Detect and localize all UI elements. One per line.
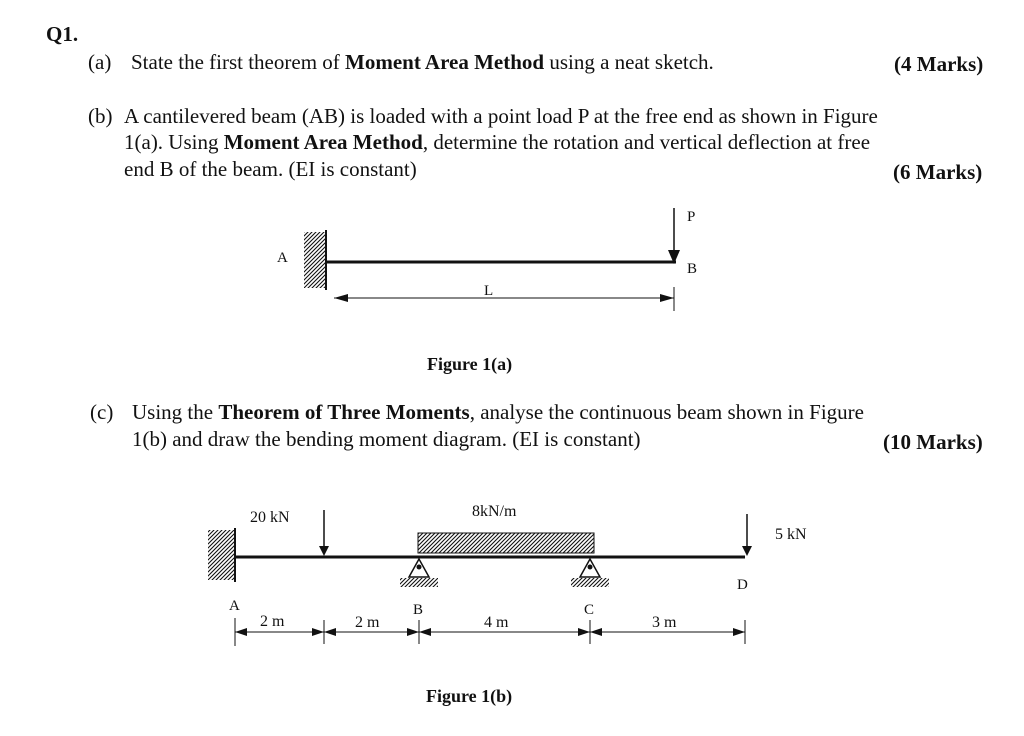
part-a-marks: (4 Marks) — [894, 52, 984, 76]
support-label-c: C — [584, 602, 595, 618]
part-c-label: (c) — [90, 400, 114, 424]
pin-support-b-hinge — [417, 565, 422, 570]
pin-support-c-ground — [571, 578, 609, 587]
part-a-pre: State the first theorem of — [131, 50, 346, 74]
part-c-marks: (10 Marks) — [883, 430, 983, 454]
support-label-d: D — [737, 577, 748, 593]
figure-1a-caption: Figure 1(a) — [427, 354, 513, 374]
label-p: P — [687, 209, 696, 225]
dim-arrow-5 — [419, 628, 431, 636]
support-label-a: A — [229, 598, 240, 614]
part-b-line2-pre: 1(a). Using — [124, 130, 224, 154]
part-b-line3: end B of the beam. (EI is constant) — [124, 157, 417, 181]
dim-arrow-6 — [578, 628, 590, 636]
fixed-support-a-hatch — [208, 530, 234, 580]
dim-arrow-8 — [733, 628, 745, 636]
udl-label: 8kN/m — [472, 503, 517, 520]
part-c-line2: 1(b) and draw the bending moment diagram. (EI is constant) — [132, 427, 641, 451]
part-b-label: (b) — [88, 104, 113, 128]
load-20kn-arrowhead — [319, 546, 329, 556]
part-b-marks: (6 Marks) — [893, 160, 983, 184]
dim-arrow-4 — [407, 628, 419, 636]
part-c-line1-pre: Using the — [132, 400, 219, 424]
part-b-line1: A cantilevered beam (AB) is loaded with a point load P at the free end as shown in Figure — [124, 104, 878, 128]
part-b-line2-bold: Moment Area Method — [223, 130, 423, 154]
dim-arrow-1 — [235, 628, 247, 636]
figure-1b-caption: Figure 1(b) — [426, 686, 513, 706]
part-a-bold: Moment Area Method — [345, 50, 545, 74]
label-b: B — [687, 261, 698, 277]
pin-support-b-ground — [400, 578, 438, 587]
span-label-1: 2 m — [260, 613, 285, 630]
label-a: A — [277, 250, 288, 266]
load-5kn-arrowhead — [742, 546, 752, 556]
udl-block — [418, 533, 594, 553]
load-20kn-label: 20 kN — [250, 509, 290, 526]
span-label-2: 2 m — [355, 614, 380, 631]
dim-arrow-2 — [312, 628, 324, 636]
support-label-b: B — [413, 602, 424, 618]
load-5kn-label: 5 kN — [775, 526, 807, 543]
part-b-line2-post: , determine the rotation and vertical deflection at free — [422, 130, 871, 154]
part-a-label: (a) — [88, 50, 112, 74]
part-c-line1-post: , analyse the continuous beam shown in Figure — [469, 400, 864, 424]
dim-arrow-7 — [590, 628, 602, 636]
label-l: L — [484, 283, 494, 299]
span-label-4: 3 m — [652, 614, 677, 631]
part-c-line1-bold: Theorem of Three Moments — [218, 400, 470, 424]
pin-support-c-hinge — [588, 565, 593, 570]
question-number: Q1. — [46, 22, 79, 46]
part-a-post: using a neat sketch. — [544, 50, 714, 74]
span-label-3: 4 m — [484, 614, 509, 631]
dim-arrow-3 — [324, 628, 336, 636]
